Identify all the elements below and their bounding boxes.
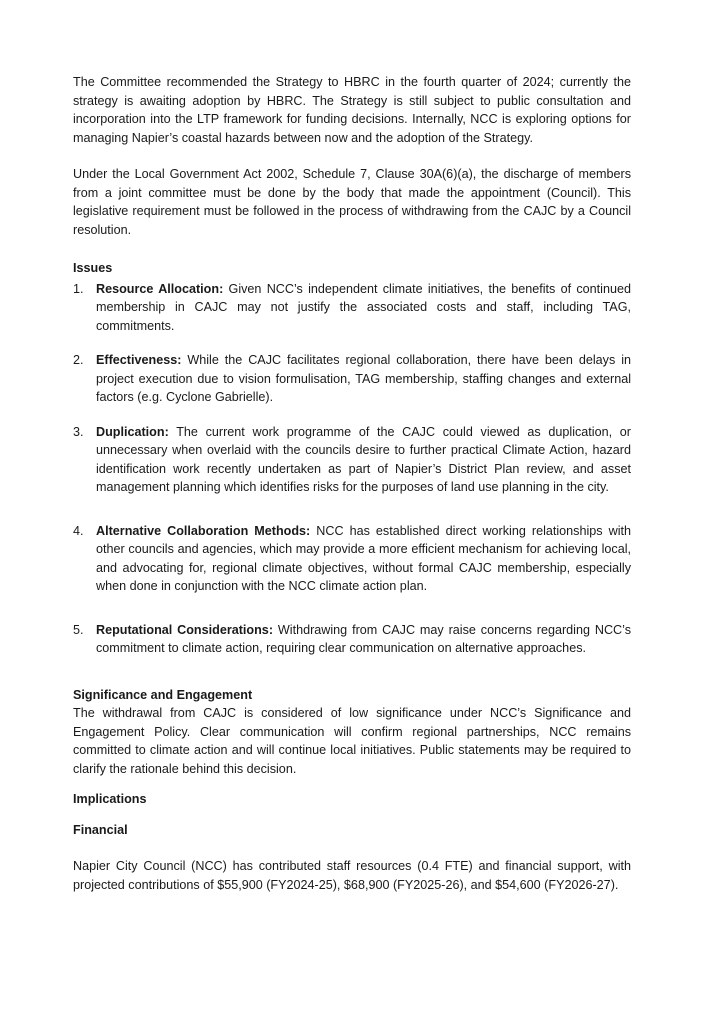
intro-paragraph-1: The Committee recommended the Strategy to HBRC in the fourth quarter of 2024; currently the strategy is awaiting adoption by HBRC. The Strategy is still subject to public consultation and incorporation into the LTP framework for funding decisions. Internally, NCC is exploring options for managing Napier’s coastal hazards between now and the adoption of the Strategy. — [73, 75, 631, 145]
intro-paragraph-2: Under the Local Government Act 2002, Schedule 7, Clause 30A(6)(a), the discharge of members from a joint committee must be done by the body that made the appointment (Council). This legislative requirement must be followed in the process of withdrawing from the CAJC by a Council resolution. — [73, 167, 631, 237]
financial-heading: Financial — [73, 822, 128, 837]
implications-heading: Implications — [73, 792, 147, 806]
issue-text: Withdrawing from CAJC may raise concerns regarding NCC’s commitment to climate action, requiring clear communication on alternative approaches. — [96, 622, 632, 655]
financial-paragraph: Napier City Council (NCC) has contributed staff resources (0.4 FTE) and financial support, with projected contributions of $55,900 (FY2024-25), $68,900 (FY2025-26), and $54,600 (FY2026-27). — [73, 859, 631, 892]
issue-item — [73, 522, 631, 596]
issue-text: While the CAJC facilitates regional collaboration, there have been delays in project execution due to vision formulisation, TAG membership, staffing changes and external factors (e.g. Cyclone Gabrielle). — [96, 353, 631, 404]
issue-item — [73, 621, 631, 658]
significance-paragraph: The withdrawal from CAJC is considered of low significance under NCC’s Significance and Engagement Policy. Clear communication will confirm regional partnerships, NCC remains committed to climate action and will continue local initiatives. Public statements may be required to clarify the rationale behind this decision. — [73, 706, 631, 776]
issue-title: Effectiveness: — [96, 353, 182, 367]
issue-title: Reputational Considerations: — [96, 622, 274, 637]
issue-text: Given NCC’s independent climate initiatives, the benefits of continued membership in CAJC may not justify the associated costs and staff, including TAG, commitments. — [96, 281, 631, 333]
issue-text: The current work programme of the CAJC could viewed as duplication, or unnecessary when overlaid with the councils desire to further practical Climate Action, hazard identification work recently undertaken as part of Napier’s District Plan review, and asset management planning which identifies risks for the purposes of land use planning in the city. — [96, 424, 631, 494]
issue-text: NCC has established direct working relationships with other councils and agencies, which may provide a more efficient mechanism for achieving local, and advocating for, regional climate objectives, without formal CAJC membership, especially when done in conjunction with the NCC climate action plan. — [96, 523, 631, 593]
issue-title: Alternative Collaboration Methods: — [96, 523, 311, 538]
document-page — [73, 73, 631, 894]
issues-heading: Issues — [73, 261, 113, 275]
issue-item — [73, 351, 631, 407]
issue-title: Duplication: — [96, 424, 169, 439]
issue-number: 4. — [73, 523, 84, 538]
issue-item — [73, 423, 631, 497]
issue-number: 5. — [73, 622, 84, 637]
issues-list — [73, 280, 631, 658]
issue-number: 3. — [73, 424, 84, 439]
issue-title: Resource Allocation: — [96, 281, 224, 296]
issue-item — [73, 280, 631, 336]
significance-heading: Significance and Engagement — [73, 687, 253, 702]
issue-number: 2. — [73, 353, 84, 367]
issue-number: 1. — [73, 281, 84, 296]
